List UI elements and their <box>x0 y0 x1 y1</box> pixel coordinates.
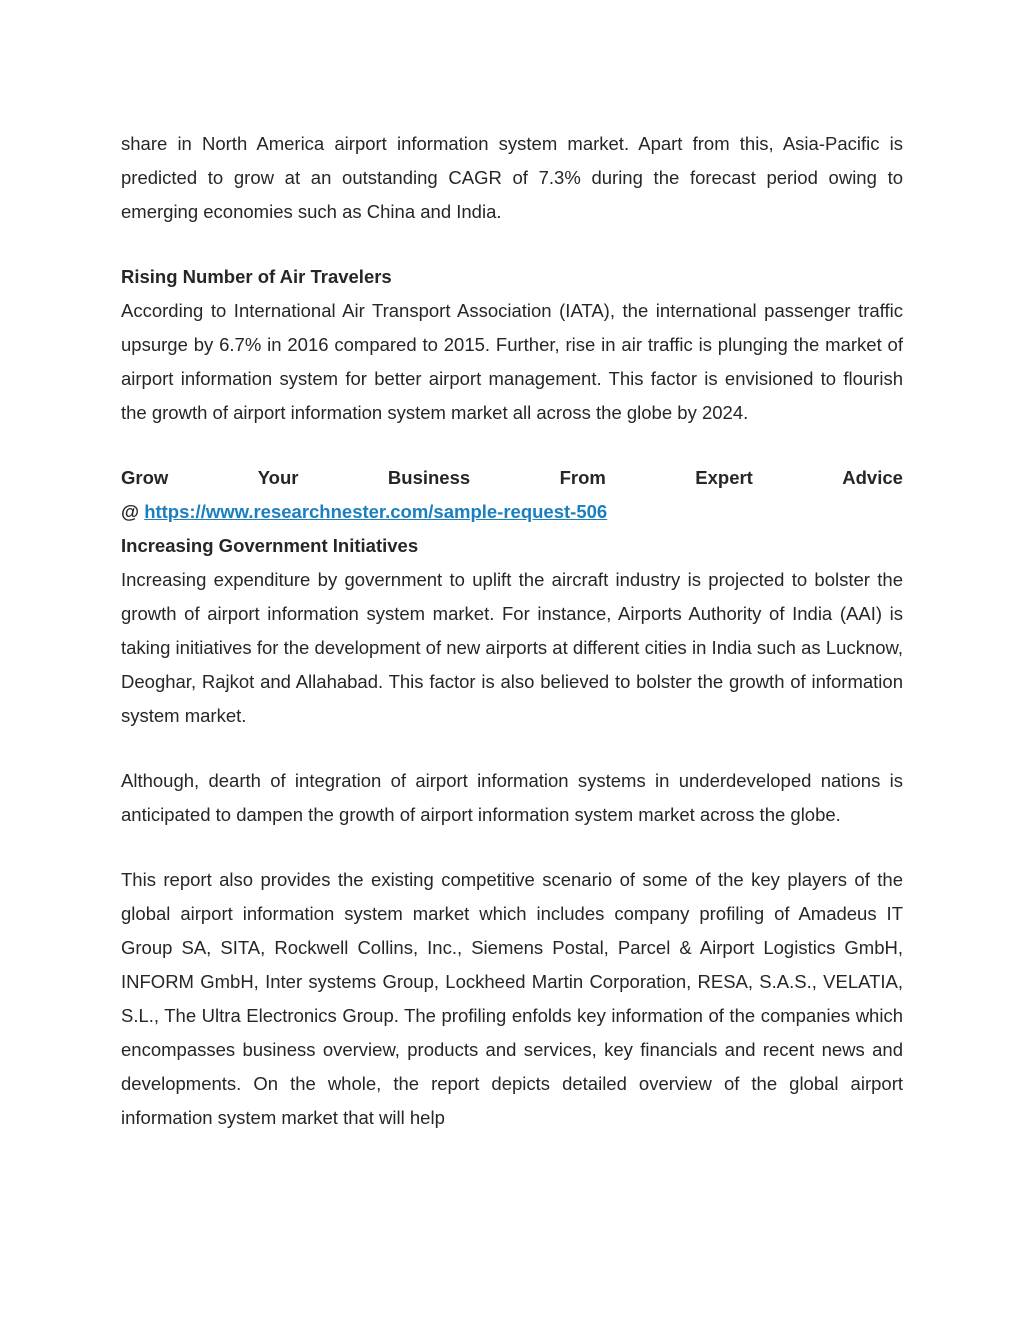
cta-heading <box>121 461 903 495</box>
paragraph-government: Increasing expenditure by government to uplift the aircraft industry is projected to bolster the growth of airport information system market. For instance, Airports Authority of India (AAI) is taking initiatives for the development of new airports at different cities in India such as Lucknow, Deoghar, Rajkot and Allahabad. This factor is also believed to bolster the growth of information system market. <box>121 569 903 726</box>
paragraph-gap <box>121 430 903 461</box>
paragraph-air-travelers: According to International Air Transport Association (IATA), the international passenger traffic upsurge by 6.7% in 2016 compared to 2015. Further, rise in air traffic is plunging the market of airport information system for better airport management. This factor is envisioned to flourish the growth of airport information system market all across the globe by 2024. <box>121 300 903 423</box>
cta-word: Business <box>387 467 471 488</box>
cta-word: Expert <box>695 467 753 488</box>
paragraph-gap <box>121 229 903 260</box>
paragraph-dearth: Although, dearth of integration of airport information systems in underdeveloped nations is anticipated to dampen the growth of airport information system market across the globe. <box>121 770 903 825</box>
cta-link-line <box>121 495 903 529</box>
sample-request-link[interactable]: https://www.researchnester.com/sample-request-506 <box>144 501 608 522</box>
heading-rising-air-travelers: Rising Number of Air Travelers <box>121 266 392 287</box>
cta-word: From <box>559 467 606 488</box>
paragraph-gap <box>121 733 903 764</box>
cta-word: Advice <box>842 467 903 488</box>
paragraph-intro: share in North America airport information system market. Apart from this, Asia-Pacific is predicted to grow at an outstanding CAGR of 7.3% during the forecast period owing to emerging economies such as China and India. <box>121 133 903 222</box>
cta-word: Grow <box>121 467 169 488</box>
document-page <box>121 127 903 1135</box>
heading-government-initiatives: Increasing Government Initiatives <box>121 535 419 556</box>
paragraph-gap <box>121 832 903 863</box>
cta-word: Your <box>257 467 299 488</box>
paragraph-key-players: This report also provides the existing competitive scenario of some of the key players of the global airport information system market which includes company profiling of Amadeus IT Group SA, SITA, Rockwell Collins, Inc., Siemens Postal, Parcel & Airport Logistics GmbH, INFORM GmbH, Inter systems Group, Lockheed Martin Corporation, RESA, S.A.S., VELATIA, S.L., The Ultra Electronics Group. The profiling enfolds key information of the companies which encompasses business overview, products and services, key financials and recent news and developments. On the whole, the report depicts detailed overview of the global airport information system market that will help <box>121 869 903 1128</box>
cta-at-prefix: @ <box>121 501 145 522</box>
